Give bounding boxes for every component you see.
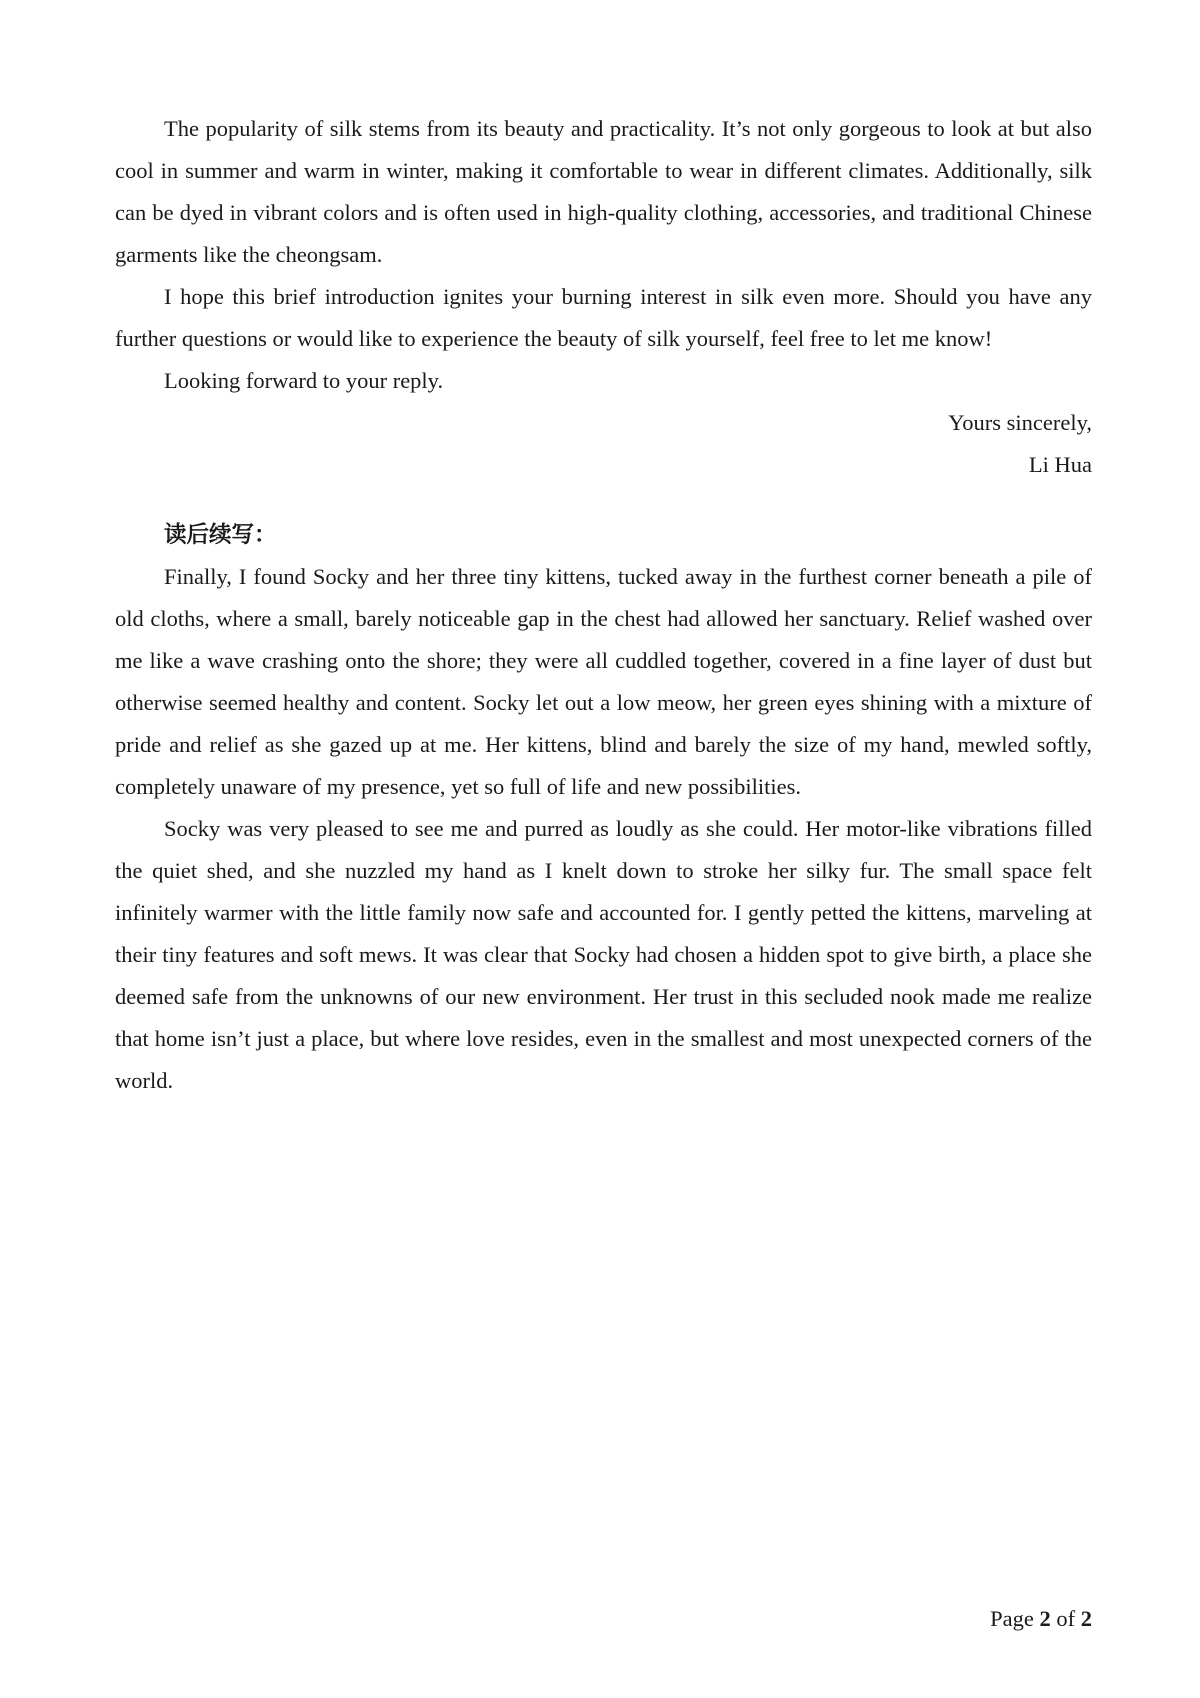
- document-page: [115, 108, 1092, 1102]
- letter-signature: Li Hua: [1028, 452, 1092, 477]
- current-page-number: 2: [1039, 1606, 1051, 1631]
- footer-separator: of: [1050, 1606, 1081, 1631]
- letter-closing: Yours sincerely,: [948, 410, 1092, 435]
- continuation-paragraph: Finally, I found Socky and her three tiny kittens, tucked away in the furthest corner beneath a pile of old cloths, where a small, barely noticeable gap in the chest had allowed her sanctuary. Relief washed over me like a wave crashing onto the shore; they were all cuddled together, covered in a fine layer of dust but otherwise seemed healthy and content. Socky let out a low meow, her green eyes shining with a mixture of pride and relief as she gazed up at me. Her kittens, blind and barely the size of my hand, mewled softly, completely unaware of my presence, yet so full of life and new possibilities.: [115, 564, 1092, 799]
- continuation-title: 读后续写：: [164, 522, 277, 548]
- letter-paragraph: The popularity of silk stems from its beauty and practicality. It’s not only gorgeous to look at but also cool in summer and warm in winter, making it comfortable to wear in different climates. Additionally, silk can be dyed in vibrant colors and is often used in high-quality clothing, accessories, and traditional Chinese garments like the cheongsam.: [115, 116, 1092, 267]
- letter-paragraph: I hope this brief introduction ignites your burning interest in silk even more. Should you have any further questions or would like to experience the beauty of silk yourself, feel free to let me know!: [115, 284, 1092, 351]
- page-footer: [990, 1604, 1092, 1634]
- footer-prefix: Page: [990, 1606, 1040, 1631]
- total-pages-number: 2: [1080, 1606, 1092, 1631]
- continuation-paragraph: Socky was very pleased to see me and purred as loudly as she could. Her motor-like vibrations filled the quiet shed, and she nuzzled my hand as I knelt down to stroke her silky fur. The small space felt infinitely warmer with the little family now safe and accounted for. I gently petted the kittens, marveling at their tiny features and soft mews. It was clear that Socky had chosen a hidden spot to give birth, a place she deemed safe from the unknowns of our new environment. Her trust in this secluded nook made me realize that home isn’t just a place, but where love resides, even in the smallest and most unexpected corners of the world.: [115, 816, 1092, 1093]
- letter-paragraph: Looking forward to your reply.: [164, 368, 444, 393]
